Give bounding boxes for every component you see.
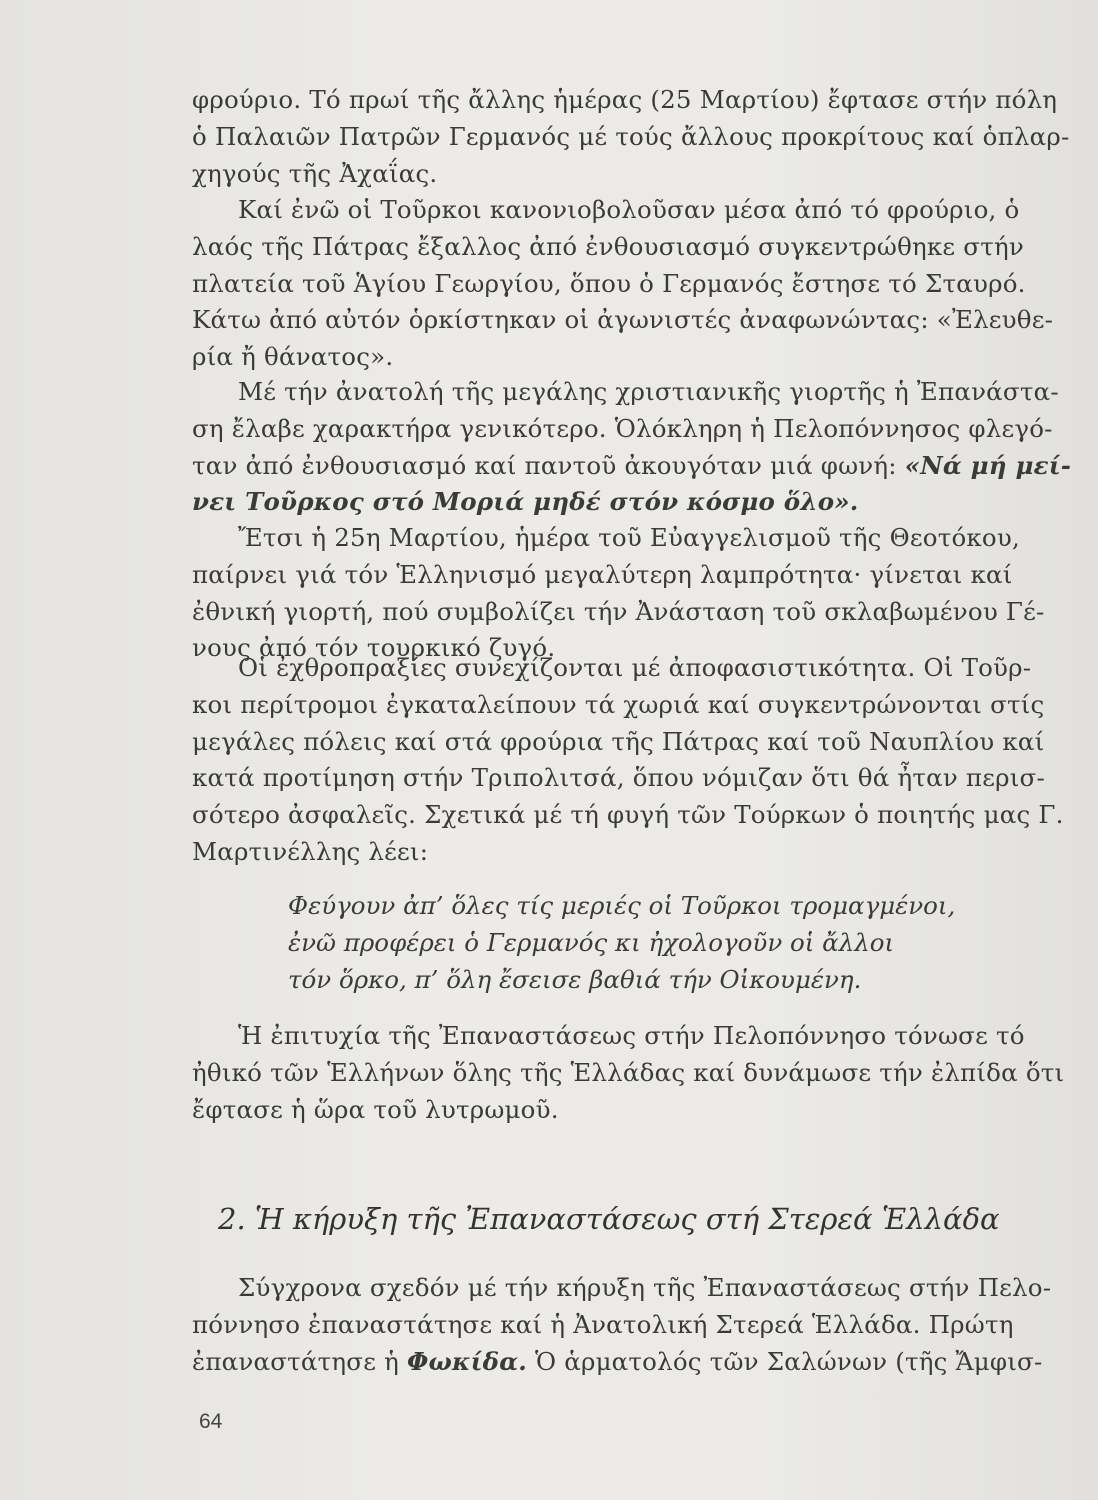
paragraph-success (192, 1018, 1065, 1128)
text-line: μεγάλες πόλεις καί στά φρούρια τῆς Πάτρας καί τοῦ Ναυπλίου καί (192, 726, 1045, 756)
text-line: ἔφτασε ἡ ὥρα τοῦ λυτρωμοῦ. (192, 1094, 559, 1124)
poem-line: Φεύγουν ἀπ’ ὅλες τίς μεριές οἱ Τοῦρκοι τρομαγμένοι, (288, 891, 956, 920)
paragraph-arrival (192, 82, 1070, 192)
paragraph-sterea (192, 1270, 1052, 1380)
poem-line: ἐνῶ προφέρει ὁ Γερμανός κι ἠχολογοῦν οἱ ἄλλοι (288, 927, 895, 957)
text-line: Μέ τήν ἀνατολή τῆς μεγάλης χριστιανικῆς γιορτῆς ἡ Ἐπανάστα- (238, 377, 1059, 406)
text-line: χηγούς τῆς Ἀχαΐας. (192, 158, 438, 188)
text-line (192, 448, 1072, 485)
text-line: Ἔτσι ἡ 25η Μαρτίου, ἡμέρα τοῦ Εὐαγγελισμοῦ τῆς Θεοτόκου, (238, 523, 1020, 552)
text-segment: ἐπαναστάτησε ἡ (192, 1346, 407, 1376)
text-line: νους ἀπό τόν τουρκικό ζυγό. (192, 633, 556, 663)
text-line: πόννησο ἐπαναστάτησε καί ἡ Ἀνατολική Στερεά Ἑλλάδα. Πρώτη (192, 1309, 1014, 1339)
text-line: ἠθικό τῶν Ἑλλήνων ὅλης τῆς Ἑλλάδας καί δυνάμωσε τήν ἐλπίδα ὅτι (192, 1057, 1065, 1087)
text-line: σότερο ἀσφαλεῖς. Σχετικά μέ τή φυγή τῶν Τούρκων ὁ ποιητής μας Γ. (192, 800, 1064, 830)
text-line: ὁ Παλαιῶν Πατρῶν Γερμανός μέ τούς ἄλλους προκρίτους καί ὁπλαρ- (192, 121, 1070, 151)
text-line: Οἱ ἐχθροπραξίες συνεχίζονται μέ ἀποφασιστικότητα. Οἱ Τοῦρ- (238, 653, 1032, 682)
text-line: ρία ἤ θάνατος». (192, 342, 394, 372)
place-emphasis: Φωκίδα. (406, 1346, 527, 1376)
text-line (192, 1344, 1042, 1381)
text-line: Μαρτινέλλης λέει: (192, 836, 429, 866)
text-segment: ταν ἀπό ἐνθουσιασμό καί παντοῦ ἀκουγόταν μιά φωνή: (192, 450, 905, 480)
text-line: Καί ἐνῶ οἱ Τοῦρκοι κανονιοβολοῦσαν μέσα ἀπό τό φρούριο, ὁ (238, 195, 1020, 224)
poem-quote (288, 888, 955, 998)
quote-emphasis-line: νει Τοῦρκος στό Μοριά μηδέ στόν κόσμο ὅλο». (192, 487, 859, 517)
text-line: Κάτω ἀπό αὐτόν ὁρκίστηκαν οἱ ἀγωνιστές ἀναφωνώντας: «Ἐλευθε- (192, 305, 1054, 335)
page-number: 64 (199, 1410, 223, 1433)
paragraph-hostilities (192, 650, 1064, 871)
text-line: κατά προτίμηση στήν Τριπολιτσά, ὅπου νόμιζαν ὅτι θά ἦταν περισ- (192, 763, 1045, 793)
quote-emphasis: «Νά μή μεί- (904, 450, 1072, 480)
paragraph-march-25 (192, 520, 1045, 667)
text-segment: Ὁ ἁρματολός τῶν Σαλώνων (τῆς Ἄμφισ- (526, 1346, 1043, 1376)
text-line: λαός τῆς Πάτρας ἔξαλλος ἀπό ἐνθουσιασμό συγκεντρώθηκε στήν (192, 231, 1024, 261)
section-heading: 2. Ἡ κήρυξη τῆς Ἐπαναστάσεως στή Στερεά Ἑλλάδα (218, 1202, 1000, 1236)
text-line: πλατεία τοῦ Ἁγίου Γεωργίου, ὅπου ὁ Γερμανός ἔστησε τό Σταυρό. (192, 268, 1026, 298)
text-line: ση ἔλαβε χαρακτήρα γενικότερο. Ὁλόκληρη ἡ Πελοπόννησος φλεγό- (192, 413, 1053, 443)
poem-line: τόν ὅρκο, π’ ὅλη ἔσεισε βαθιά τήν Οἰκουμένη. (288, 964, 862, 994)
paragraph-oath (192, 192, 1054, 376)
text-line: Σύγχρονα σχεδόν μέ τήν κήρυξη τῆς Ἐπαναστάσεως στήν Πελο- (238, 1273, 1052, 1302)
text-line: Ἡ ἐπιτυχία τῆς Ἐπαναστάσεως στήν Πελοπόννησο τόνωσε τό (238, 1021, 1025, 1050)
text-line: παίρνει γιά τόν Ἑλληνισμό μεγαλύτερη λαμπρότητα· γίνεται καί (192, 559, 1013, 589)
paragraph-general-revolution (192, 374, 1072, 521)
text-line: φρούριο. Τό πρωί τῆς ἄλλης ἡμέρας (25 Μαρτίου) ἔφτασε στήν πόλη (192, 85, 1058, 114)
text-line: κοι περίτρομοι ἐγκαταλείπουν τά χωριά καί συγκεντρώνονται στίς (192, 689, 1045, 719)
text-line: ἐθνική γιορτή, πού συμβολίζει τήν Ἀνάσταση τοῦ σκλαβωμένου Γέ- (192, 596, 1045, 626)
